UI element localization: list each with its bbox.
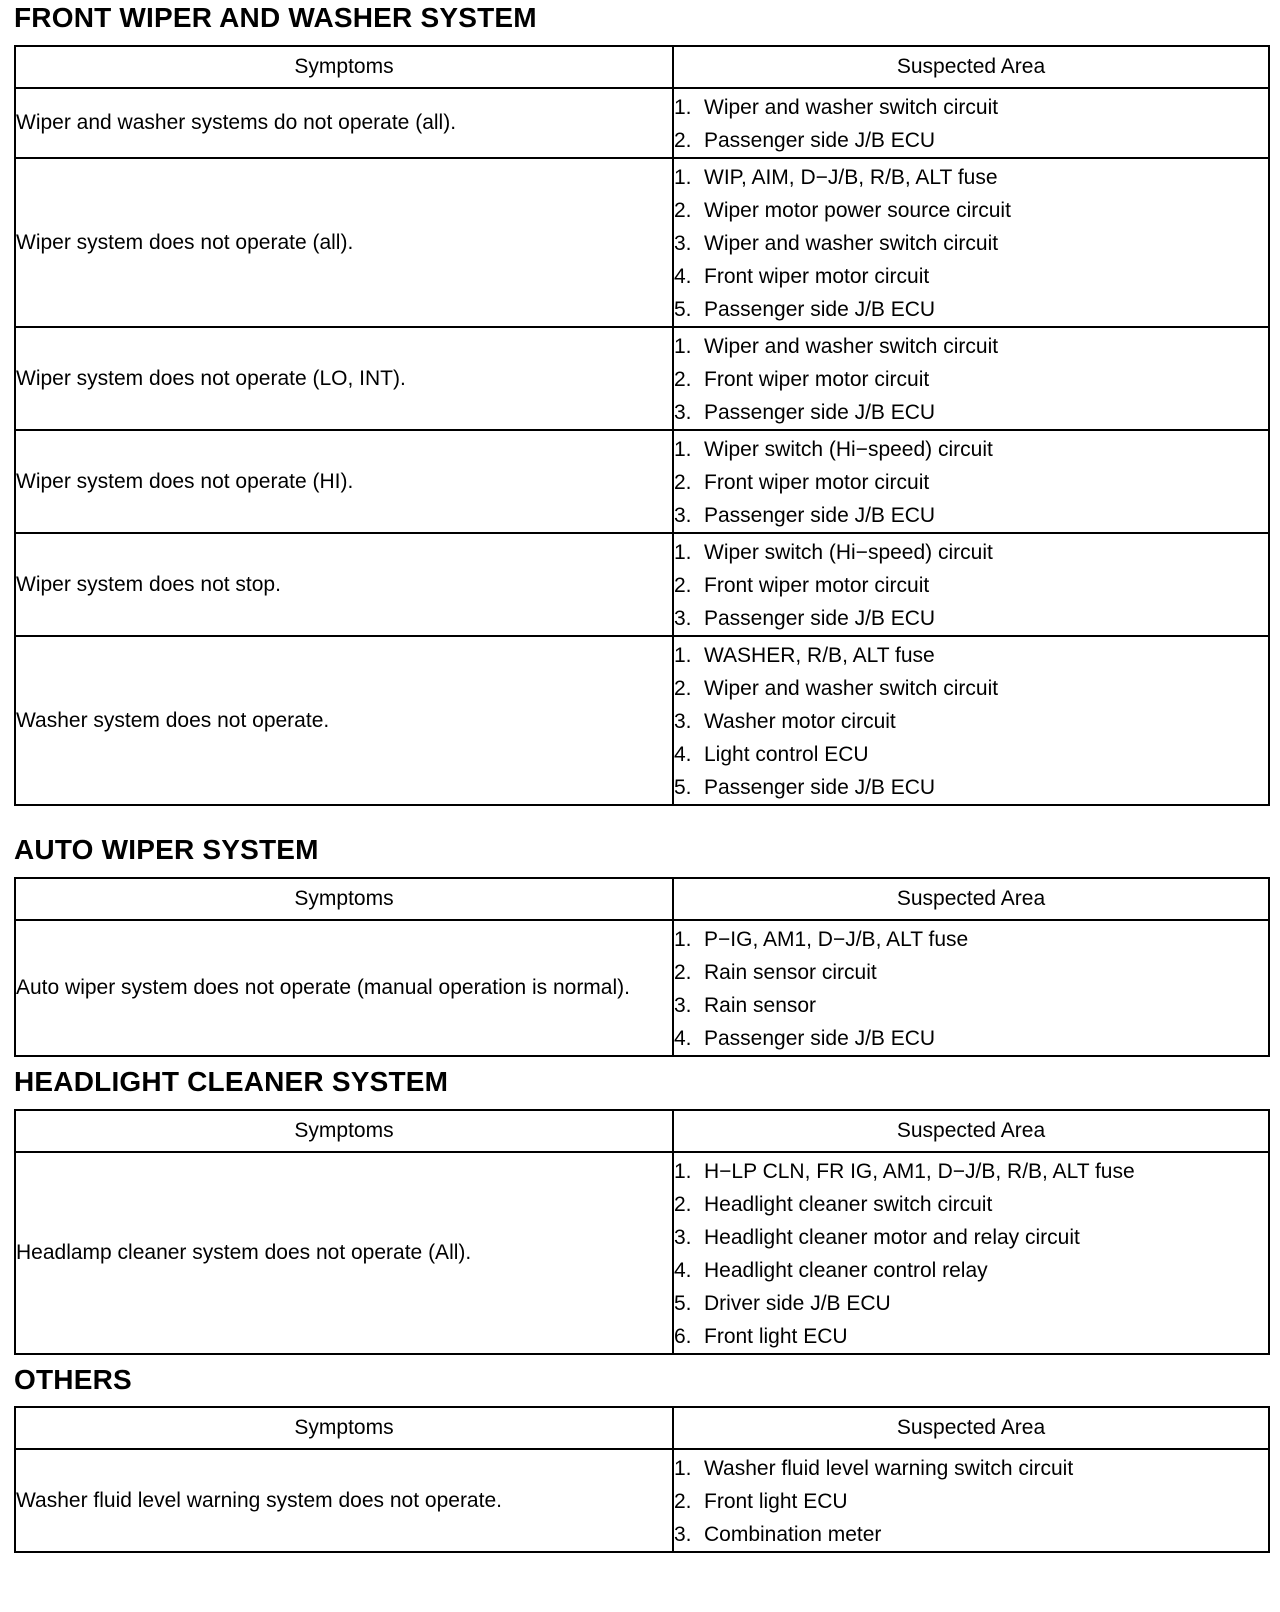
symptoms-header: Symptoms [15,1407,673,1449]
list-item: 4. Passenger side J/B ECU [674,1027,936,1050]
list-item: 1. H−LP CLN, FR IG, AM1, D−J/B, R/B, ALT fuse [674,1160,1135,1183]
list-item: 2. Wiper motor power source circuit [674,199,1011,222]
table-row [15,533,1269,636]
list-item: 1. Wiper and washer switch circuit [674,96,999,119]
list-item: 2. Front wiper motor circuit [674,368,930,391]
symptoms-header: Symptoms [15,1110,673,1152]
list-item: 6. Front light ECU [674,1325,848,1348]
list-item: 3. Passenger side J/B ECU [674,401,936,424]
list-item: 3. Wiper and washer switch circuit [674,232,999,255]
symptom-cell: Auto wiper system does not operate (manual operation is normal). [15,920,673,1056]
table-row [15,430,1269,533]
list-item: 3. Combination meter [674,1523,882,1546]
suspected-area-header: Suspected Area [673,46,1269,88]
table-row [15,1152,1269,1354]
table-header-row [15,878,1269,920]
suspected-area-list [674,637,1268,804]
suspected-area-cell [673,1152,1269,1354]
suspected-area-cell [673,430,1269,533]
list-item: 3. Headlight cleaner motor and relay circuit [674,1226,1080,1249]
table-header-row [15,46,1269,88]
list-item: 2. Front wiper motor circuit [674,574,930,597]
suspected-area-header: Suspected Area [673,1110,1269,1152]
suspected-area-list [674,89,1268,157]
suspected-area-list [674,431,1268,532]
list-item: 2. Headlight cleaner switch circuit [674,1193,993,1216]
table-headlight-cleaner [14,1109,1270,1355]
list-item: 3. Washer motor circuit [674,710,896,733]
suspected-area-cell [673,1449,1269,1552]
suspected-area-list [674,1153,1268,1353]
list-item: 4. Front wiper motor circuit [674,265,930,288]
table-auto-wiper [14,877,1270,1057]
suspected-area-list [674,534,1268,635]
list-item: 2. Passenger side J/B ECU [674,129,936,152]
list-item: 2. Rain sensor circuit [674,961,877,984]
list-item: 2. Wiper and washer switch circuit [674,677,999,700]
table-front-wiper-washer [14,45,1270,806]
list-item: 1. Washer fluid level warning switch circuit [674,1457,1074,1480]
list-item: 1. Wiper and washer switch circuit [674,335,999,358]
section-title-headlight-cleaner: HEADLIGHT CLEANER SYSTEM [14,1066,449,1097]
table-row [15,327,1269,430]
table-row [15,1449,1269,1552]
suspected-area-cell [673,920,1269,1056]
symptom-cell: Washer system does not operate. [15,636,673,805]
list-item: 3. Passenger side J/B ECU [674,607,936,630]
list-item: 4. Light control ECU [674,743,869,766]
section-title-others: OTHERS [14,1364,132,1395]
section-title-front-wiper-washer: FRONT WIPER AND WASHER SYSTEM [14,2,537,33]
list-item: 5. Passenger side J/B ECU [674,776,936,799]
list-item: 2. Front light ECU [674,1490,848,1513]
suspected-area-cell [673,636,1269,805]
section-title-auto-wiper: AUTO WIPER SYSTEM [14,834,319,865]
list-item: 3. Rain sensor [674,994,817,1017]
symptom-cell: Wiper system does not operate (LO, INT). [15,327,673,430]
list-item: 1. WASHER, R/B, ALT fuse [674,644,935,667]
symptom-cell: Wiper system does not operate (HI). [15,430,673,533]
list-item: 5. Driver side J/B ECU [674,1292,891,1315]
suspected-area-header: Suspected Area [673,878,1269,920]
table-header-row [15,1110,1269,1152]
symptoms-header: Symptoms [15,878,673,920]
list-item: 1. Wiper switch (Hi−speed) circuit [674,438,993,461]
list-item: 5. Passenger side J/B ECU [674,298,936,321]
list-item: 1. P−IG, AM1, D−J/B, ALT fuse [674,928,969,951]
symptom-cell: Wiper system does not operate (all). [15,158,673,327]
suspected-area-cell [673,158,1269,327]
table-row [15,158,1269,327]
suspected-area-cell [673,88,1269,158]
suspected-area-list [674,921,1268,1055]
table-row [15,88,1269,158]
list-item: 1. Wiper switch (Hi−speed) circuit [674,541,993,564]
suspected-area-list [674,328,1268,429]
suspected-area-cell [673,327,1269,430]
list-item: 4. Headlight cleaner control relay [674,1259,988,1282]
table-others [14,1406,1270,1553]
suspected-area-cell [673,533,1269,636]
list-item: 1. WIP, AIM, D−J/B, R/B, ALT fuse [674,166,998,189]
table-row [15,636,1269,805]
suspected-area-list [674,159,1268,326]
symptom-cell: Wiper system does not stop. [15,533,673,636]
suspected-area-list [674,1450,1268,1551]
suspected-area-header: Suspected Area [673,1407,1269,1449]
symptom-cell: Wiper and washer systems do not operate (all). [15,88,673,158]
table-header-row [15,1407,1269,1449]
symptom-cell: Headlamp cleaner system does not operate (All). [15,1152,673,1354]
table-row [15,920,1269,1056]
list-item: 3. Passenger side J/B ECU [674,504,936,527]
symptoms-header: Symptoms [15,46,673,88]
list-item: 2. Front wiper motor circuit [674,471,930,494]
symptom-cell: Washer fluid level warning system does not operate. [15,1449,673,1552]
